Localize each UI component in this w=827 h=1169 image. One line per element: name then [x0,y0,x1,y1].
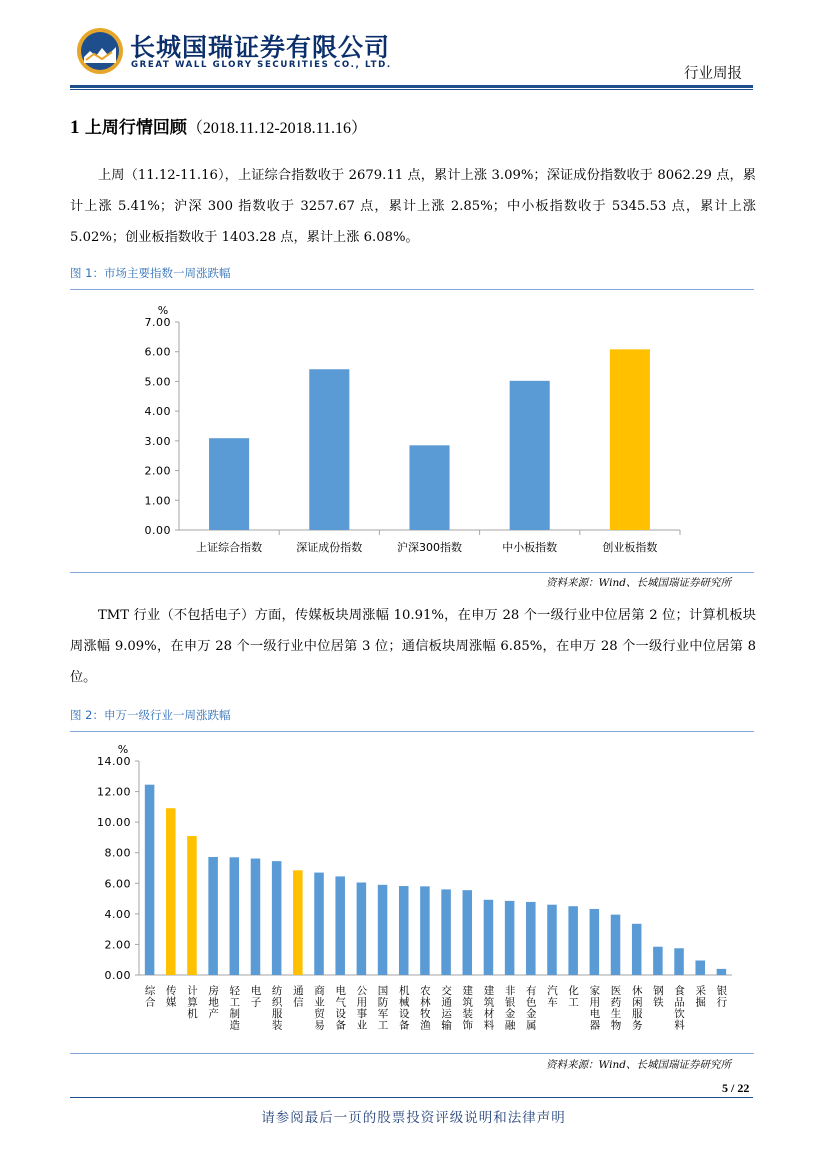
figure-1-chart [100,295,700,570]
x-tick-label: 中小板指数 [502,541,558,554]
y-tick-label: 8.00 [104,846,131,860]
x-tick-label: 建筑材料 [482,985,495,1031]
body-paragraph-2 [70,600,756,693]
y-tick-label: 0.00 [104,969,131,982]
x-tick-label: 采掘 [694,985,707,1008]
bar [293,870,303,975]
bar [251,859,261,975]
y-tick-label: 10.00 [97,816,131,830]
x-tick-label: 有色金属 [524,985,537,1031]
y-tick-label: 3.00 [144,434,171,448]
x-tick-label: 综合 [143,985,156,1008]
bar [674,948,684,975]
figure-2-chart [70,737,750,1052]
x-tick-label: 公用事业 [355,985,368,1031]
x-tick-label: 上证综合指数 [196,541,263,554]
bar [335,876,345,975]
bar [590,909,600,975]
company-name-en: GREAT WALL GLORY SECURITIES CO., LTD. [131,60,392,70]
header-divider-thin [70,89,753,90]
bar [441,889,451,975]
bar [187,836,197,975]
report-type: 行业周报 [684,66,742,82]
bar [314,873,324,975]
bar [166,808,176,975]
bar [505,901,515,975]
x-tick-label: 商业贸易 [313,985,326,1031]
body-paragraph-1 [70,160,756,253]
y-tick-label: 2.00 [144,464,171,478]
bar [309,369,349,530]
company-name-cn: 长城国瑞证券有限公司 [130,33,391,62]
x-tick-label: 纺织服装 [270,985,283,1031]
figure-2-bottom-rule [70,1053,754,1054]
x-tick-label: 汽车 [545,985,558,1008]
bar [653,947,663,975]
bar [463,890,473,975]
x-tick-label: 电子 [249,985,262,1008]
x-tick-label: 轻工制造 [228,985,241,1031]
y-tick-label: 12.00 [97,785,131,799]
x-tick-label: 国防军工 [376,985,389,1031]
bar [568,906,578,975]
figure-1-title: 图 1：市场主要指数一周涨跌幅 [70,266,231,280]
bar [611,915,621,975]
x-tick-label: 钢铁 [651,985,664,1008]
bar [357,883,367,975]
figure-2-source: 资料来源：Wind、长城国瑞证券研究所 [546,1059,731,1071]
bar [272,861,282,975]
bar [547,905,557,975]
y-tick-label: 0.00 [144,524,171,537]
bar [632,924,642,975]
header-divider [70,85,753,88]
figure-2-title: 图 2：申万一级行业一周涨跌幅 [70,708,231,722]
x-tick-label: 休闲服务 [630,985,643,1031]
bar [695,960,705,975]
section-number: 1 [70,117,80,138]
bar [420,886,430,975]
x-tick-label: 食品饮料 [673,985,686,1031]
bar [484,900,494,975]
x-tick-label: 机械设备 [397,985,410,1031]
x-tick-label: 传媒 [164,985,177,1008]
x-tick-label: 银行 [715,985,728,1008]
bar [209,438,249,530]
x-tick-label: 非银金融 [503,985,516,1031]
y-axis-label: % [157,304,169,317]
bar [526,902,536,975]
footer-divider [70,1097,753,1098]
y-tick-label: 4.00 [144,405,171,419]
bar [378,885,388,975]
x-tick-label: 化工 [567,985,580,1008]
paragraph-text: TMT 行业（不包括电子）方面，传媒板块周涨幅 10.91%，在申万 28 个一级行业中位居第 2 位；计算机板块周涨幅 9.09%，在申万 28 个一级行业中位居第 3 位；通信板块周涨幅 6.85%，在申万 28 个一级行业中位居第 8 位。 [70,608,756,685]
x-tick-label: 通信 [291,985,304,1008]
figure-1-bottom-rule [70,572,754,573]
paragraph-text: 上周（11.12-11.16），上证综合指数收于 2679.11 点，累计上涨 3.09%；深证成份指数收于 8062.29 点，累计上涨 5.41%；沪深 300 指数收于 3257.67 点，累计上涨 2.85%；中小板指数收于 5345.53 点，累计上涨 5.02%；创业板指数收于 1403.28 点，累计上涨 6.08%。 [70,168,756,245]
x-tick-label: 深证成份指数 [296,541,363,554]
figure-1-source: 资料来源：Wind、长城国瑞证券研究所 [546,577,731,589]
x-tick-label: 房地产 [207,985,220,1020]
section-heading [70,113,367,139]
x-tick-label: 建筑装饰 [461,985,474,1031]
y-tick-label: 6.00 [144,345,171,359]
y-tick-label: 4.00 [104,907,131,921]
bar [208,857,218,975]
bar [717,969,727,975]
figure-1-top-rule [70,289,754,290]
y-axis-label: % [117,743,129,756]
bar [409,445,449,530]
bar [610,349,650,530]
y-tick-label: 1.00 [144,494,171,508]
x-tick-label: 医药生物 [609,985,622,1031]
figure-2-top-rule [70,731,754,732]
footer-disclaimer: 请参阅最后一页的股票投资评级说明和法律声明 [261,1110,566,1126]
bar [510,381,550,530]
page-number: 5 / 22 [722,1081,750,1095]
y-tick-label: 5.00 [144,375,171,389]
bar [399,886,409,975]
x-tick-label: 家用电器 [588,985,601,1031]
y-tick-label: 14.00 [97,755,131,768]
y-tick-label: 2.00 [104,938,131,952]
bar [230,857,240,975]
bar [145,785,155,975]
section-title: 上周行情回顾 [84,118,187,138]
x-tick-label: 农林牧渔 [418,985,431,1031]
x-tick-label: 交通运输 [440,985,453,1031]
section-date-range: （2018.11.12-2018.11.16） [186,120,368,137]
y-tick-label: 6.00 [104,877,131,891]
x-tick-label: 创业板指数 [602,541,658,554]
x-tick-label: 计算机 [185,985,198,1020]
x-tick-label: 电气设备 [334,985,347,1031]
x-tick-label: 沪深300指数 [397,541,462,554]
great-wall-glory-logo-icon [76,27,124,75]
y-tick-label: 7.00 [144,316,171,329]
